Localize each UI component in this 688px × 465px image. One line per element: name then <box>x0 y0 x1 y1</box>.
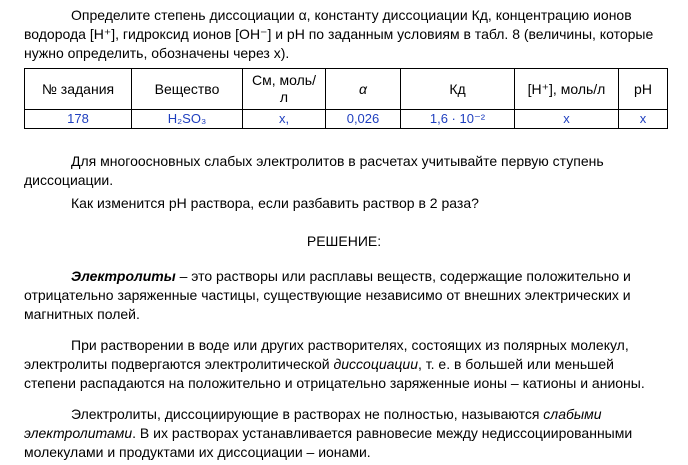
paragraph-weak-before: Электролиты, диссоциирующие в растворах не полностью, называются <box>71 406 544 422</box>
paragraph-electrolytes-text: – это растворы или расплавы веществ, содержащие положительно и отрицательно заряженные частицы, существующие независимо от внешних электрических и магнитных полей. <box>24 268 631 322</box>
paragraph-dissociation-after: , т. е. в большей или меньшей степени распадаются на положительно и отрицательно заряженные ионы – катионы и анионы. <box>24 356 645 391</box>
paragraph-weak-after: . В их растворах устанавливается равновесие между недиссоциированными молекулами и продуктами их диссоциации – ионами. <box>24 425 633 460</box>
conditions-table <box>24 68 668 129</box>
task-text: Определите степень диссоциации α, константу диссоциации Кд, концентрацию ионов водорода [H⁺], гидроксид ионов [OH⁻] и pH по заданным условиям в табл. 8 (величины, которые нужно определить, обозначены через x). <box>24 7 654 61</box>
cell-kd: 1,6 · 10⁻² <box>401 110 515 129</box>
header-kd: Кд <box>401 69 515 110</box>
paragraph-dissociation <box>24 336 664 393</box>
cell-concentration: x, <box>243 110 326 129</box>
term-weak-electrolytes: слабыми электролитами <box>24 406 602 441</box>
cell-ph: x <box>619 110 668 129</box>
cell-task-number: 178 <box>25 110 132 129</box>
paragraph-weak-electrolytes <box>24 405 664 462</box>
paragraph-electrolytes <box>24 267 664 324</box>
paragraph-dissociation-before: При растворении в воде или других растворителях, состоящих из полярных молекул, электролиты подвергаются электролитической <box>24 337 629 372</box>
term-electrolytes: Электролиты <box>71 268 176 284</box>
header-substance: Вещество <box>132 69 243 110</box>
note-text: Для многоосновных слабых электролитов в расчетах учитывайте первую ступень диссоциации. <box>24 153 604 188</box>
table-row <box>25 110 668 129</box>
header-task-number: № задания <box>25 69 132 110</box>
cell-substance: H₂SO₃ <box>132 110 243 129</box>
solution-heading: РЕШЕНИЕ: <box>306 233 382 249</box>
term-dissociation: диссоциации <box>333 356 418 372</box>
cell-h-ion: x <box>515 110 619 129</box>
header-ph: pH <box>619 69 668 110</box>
table-header-row <box>25 69 668 110</box>
header-alpha: α <box>326 69 401 110</box>
question-text: Как изменится pH раствора, если разбавить раствор в 2 раза? <box>71 195 479 211</box>
header-h-ion: [H⁺], моль/л <box>515 69 619 110</box>
cell-alpha: 0,026 <box>326 110 401 129</box>
header-concentration: См, моль/л <box>243 69 326 110</box>
